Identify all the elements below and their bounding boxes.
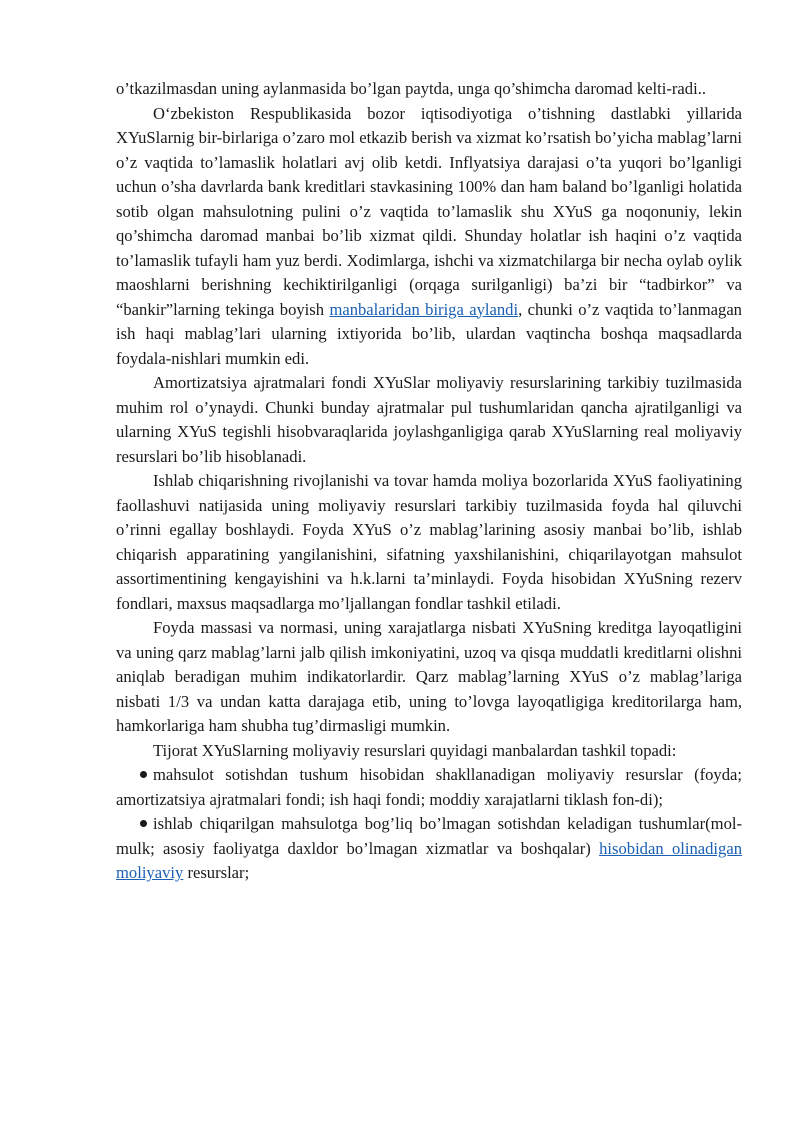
paragraph-1-text-b: , chunki o’z vaqtida to’lanmagan ish haqi mablag’lari ularning ixtiyorida bo’lib, ulardan vaqtincha boshqa maqsadlarda foydala-nishlari mumkin edi. bbox=[116, 299, 742, 368]
paragraph-0: o’tkazilmasdan uning aylanmasida bo’lgan paytda, unga qo’shimcha daromad kelti-radi.. bbox=[116, 79, 706, 98]
bullet-item-1-text: mahsulot sotishdan tushum hisobidan shakllanadigan moliyaviy resurslar (foyda; amortizatsiya ajratmalari fondi; ish haqi fondi; moddiy xarajatlarni tiklash fon-di); bbox=[116, 765, 742, 809]
bullet-dot-icon bbox=[140, 771, 147, 778]
paragraph-1-link[interactable]: manbalaridan biriga aylandi bbox=[329, 299, 519, 319]
bullet-dot-icon bbox=[140, 820, 147, 827]
document-page bbox=[116, 77, 742, 886]
paragraph-1 bbox=[116, 102, 742, 372]
paragraph-4: Foyda massasi va normasi, uning xarajatlarga nisbati XYuSning kreditga layoqatligini va uning qarz mablag’larni jalb qilish imkoniyatini, uzoq va qisqa muddatli kreditlarni olishni aniqlab beradigan muhim indikatorlardir. Qarz mablag’larning XYuS o’z mablag’lariga nisbati 1/3 va undan katta darajaga etib, uning to’lovga layoqatligiga kreditorilarga ham, hamkorlariga ham shubha tug’dirmasligi mumkin. bbox=[116, 618, 742, 735]
bullet-item-2-text-b: resurslar; bbox=[183, 863, 250, 882]
bullet-item-1 bbox=[116, 763, 742, 812]
paragraph-1-text-a: O‘zbekiston Respublikasida bozor iqtisodiyotiga o’tishning dastlabki yillarida XYuSlarnig bir-birlariga o’zaro mol etkazib berish va xizmat ko’rsatish bo’yicha mablag’larni o’z vaqtida to’lamaslik holatlari avj olib ketdi. Inflyatsiya darajasi o’ta yuqori bo’lganligi uchun o’sha davrlarda bank kreditlari stavkasining 100% dan ham baland bo’lganligi holatida sotib olgan mahsulotning pulini o’z vaqtida to’lamaslik shu XYuS ga noqonuniy, lekin qo’shimcha daromad manbai bo’lib xizmat qildi. Shunday holatlar ish haqini o’z vaqtida to’lamaslik tufayli ham yuz berdi. Xodimlarga, ishchi va xizmatchilarga bir necha oylab oylik maoshlarni berishning kechiktirilganligi (orqaga surilganligi) ba’zi bir “tadbirkor” va “bankir”larning tekinga boyish bbox=[116, 103, 742, 319]
paragraph-2: Amortizatsiya ajratmalari fondi XYuSlar moliyaviy resurslarining tarkibiy tuzilmasida muhim rol o’ynaydi. Chunki bunday ajratmalar pul tushumlaridan qancha ajratilganligi va ularning XYuS tegishli hisobvaraqlarida joylashganligiga qarab XYuSlarning real moliyaviy resurslari bo’lib hisoblanadi. bbox=[116, 373, 742, 466]
bullet-item-2 bbox=[116, 812, 742, 886]
paragraph-3: Ishlab chiqarishning rivojlanishi va tovar hamda moliya bozorlarida XYuS faoliyatining faollashuvi natijasida uning moliyaviy resurslari tarkibiy tuzilmasida foyda hal qiluvchi o’rinni egallay boshlaydi. Foyda XYuS o’z mablag’larining asosiy manbai bo’lib, ishlab chiqarish apparatining yangilanishini, sifatning yaxshilanishini, chiqarilayotgan mahsulot assortimentining kengayishini va h.k.larni ta’minlaydi. Foyda hisobidan XYuSning rezerv fondlari, maxsus maqsadlarga mo’ljallangan fondlar tashkil etiladi. bbox=[116, 471, 742, 613]
paragraph-5: Tijorat XYuSlarning moliyaviy resurslari quyidagi manbalardan tashkil topadi: bbox=[153, 740, 677, 760]
bullet-item-2-text-a: ishlab chiqarilgan mahsulotga bog’liq bo’lmagan sotishdan keladigan tushumlar(mol-mulk; asosiy faoliyatga daxldor bo’lmagan xizmatlar va boshqalar) bbox=[116, 814, 742, 858]
bullet-item-2-link[interactable]: hisobidan olinadigan moliyaviy bbox=[116, 838, 742, 882]
